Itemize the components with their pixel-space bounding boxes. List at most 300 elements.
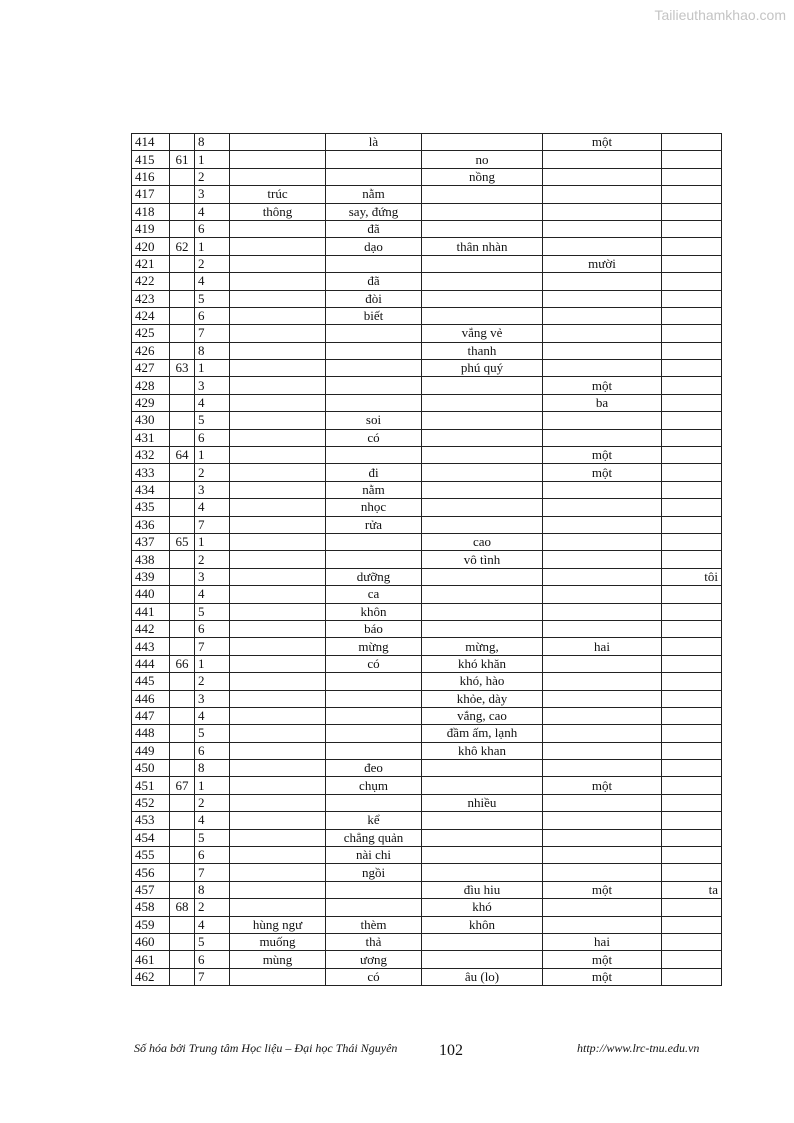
table-cell: 436 — [132, 516, 170, 533]
table-cell: ba — [543, 394, 662, 411]
table-cell: 4 — [195, 812, 230, 829]
table-cell — [543, 412, 662, 429]
table-cell: 457 — [132, 881, 170, 898]
table-row — [132, 464, 722, 481]
table-cell: có — [326, 655, 422, 672]
table-cell: 8 — [195, 760, 230, 777]
table-cell — [230, 777, 326, 794]
table-cell — [326, 447, 422, 464]
table-row — [132, 220, 722, 237]
table-cell: 450 — [132, 760, 170, 777]
table-cell: biết — [326, 307, 422, 324]
table-cell — [170, 707, 195, 724]
table-cell — [543, 481, 662, 498]
table-cell — [662, 464, 722, 481]
table-cell: ca — [326, 586, 422, 603]
table-cell — [662, 151, 722, 168]
table-cell: 4 — [195, 916, 230, 933]
table-cell — [543, 916, 662, 933]
table-cell — [230, 481, 326, 498]
table-cell — [230, 707, 326, 724]
table-cell: mùng — [230, 951, 326, 968]
table-cell — [422, 255, 543, 272]
table-cell: 8 — [195, 881, 230, 898]
table-cell — [230, 829, 326, 846]
table-cell: 2 — [195, 551, 230, 568]
table-cell — [662, 255, 722, 272]
table-row — [132, 707, 722, 724]
table-cell — [662, 533, 722, 550]
table-cell — [230, 238, 326, 255]
table-cell — [422, 777, 543, 794]
table-cell — [543, 847, 662, 864]
table-cell — [422, 620, 543, 637]
table-cell: 2 — [195, 899, 230, 916]
table-cell: có — [326, 429, 422, 446]
table-cell: nài chi — [326, 847, 422, 864]
table-cell — [170, 794, 195, 811]
table-cell — [230, 864, 326, 881]
table-cell — [230, 742, 326, 759]
table-cell: đòi — [326, 290, 422, 307]
table-cell — [662, 447, 722, 464]
table-cell: 437 — [132, 533, 170, 550]
table-cell — [662, 134, 722, 151]
table-cell: 2 — [195, 464, 230, 481]
table-cell — [326, 707, 422, 724]
table-cell: 68 — [170, 899, 195, 916]
table-cell: 3 — [195, 481, 230, 498]
table-cell: 416 — [132, 168, 170, 185]
table-cell: vắng, cao — [422, 707, 543, 724]
table-cell: báo — [326, 620, 422, 637]
table-cell: 460 — [132, 933, 170, 950]
table-cell — [170, 203, 195, 220]
table-row — [132, 203, 722, 220]
table-cell — [170, 603, 195, 620]
table-cell — [422, 481, 543, 498]
table-cell — [230, 464, 326, 481]
table-cell — [170, 255, 195, 272]
table-cell: 414 — [132, 134, 170, 151]
table-cell: 454 — [132, 829, 170, 846]
table-row — [132, 168, 722, 185]
table-cell — [543, 707, 662, 724]
table-cell: 6 — [195, 742, 230, 759]
table-cell: 455 — [132, 847, 170, 864]
table-cell: 2 — [195, 168, 230, 185]
table-cell — [230, 568, 326, 585]
table-cell — [662, 655, 722, 672]
table-cell — [170, 134, 195, 151]
table-cell — [662, 516, 722, 533]
table-cell: 417 — [132, 186, 170, 203]
table-cell — [543, 220, 662, 237]
table-cell: đầm ấm, lạnh — [422, 725, 543, 742]
table-cell: thả — [326, 933, 422, 950]
table-cell — [170, 586, 195, 603]
table-row — [132, 794, 722, 811]
table-cell: 4 — [195, 586, 230, 603]
table-cell — [422, 290, 543, 307]
table-cell — [543, 238, 662, 255]
table-cell: 447 — [132, 707, 170, 724]
table-cell — [662, 968, 722, 985]
table-row — [132, 307, 722, 324]
table-cell: ngồi — [326, 864, 422, 881]
table-cell — [422, 412, 543, 429]
table-cell: 8 — [195, 342, 230, 359]
table-cell: thông — [230, 203, 326, 220]
table-row — [132, 864, 722, 881]
table-cell — [230, 603, 326, 620]
table-cell — [543, 168, 662, 185]
table-cell: 4 — [195, 394, 230, 411]
table-cell: một — [543, 951, 662, 968]
table-cell — [543, 760, 662, 777]
table-row — [132, 673, 722, 690]
table-cell: mười — [543, 255, 662, 272]
table-cell — [230, 134, 326, 151]
table-cell: 449 — [132, 742, 170, 759]
table-cell — [170, 638, 195, 655]
table-cell — [170, 464, 195, 481]
table-cell: nhiều — [422, 794, 543, 811]
table-cell: rửa — [326, 516, 422, 533]
table-cell — [170, 742, 195, 759]
table-cell: 438 — [132, 551, 170, 568]
table-cell — [662, 220, 722, 237]
table-cell — [170, 881, 195, 898]
table-cell — [422, 847, 543, 864]
table-row — [132, 568, 722, 585]
table-row — [132, 360, 722, 377]
table-cell — [662, 933, 722, 950]
table-cell: một — [543, 464, 662, 481]
table-row — [132, 186, 722, 203]
table-cell — [326, 325, 422, 342]
table-cell: khó — [422, 899, 543, 916]
table-cell — [662, 951, 722, 968]
table-cell — [543, 864, 662, 881]
table-cell — [326, 725, 422, 742]
table-cell: 428 — [132, 377, 170, 394]
table-row — [132, 342, 722, 359]
table-row — [132, 290, 722, 307]
table-cell: 448 — [132, 725, 170, 742]
table-cell: 5 — [195, 412, 230, 429]
table-cell: thân nhàn — [422, 238, 543, 255]
table-cell — [422, 586, 543, 603]
table-cell: mừng, — [422, 638, 543, 655]
table-cell — [662, 360, 722, 377]
word-table — [131, 133, 722, 986]
table-cell — [230, 273, 326, 290]
table-row — [132, 603, 722, 620]
table-cell: 66 — [170, 655, 195, 672]
table-row — [132, 516, 722, 533]
table-cell: 6 — [195, 620, 230, 637]
table-cell — [543, 551, 662, 568]
footer-source: Số hóa bởi Trung tâm Học liệu – Đại học Thái Nguyên — [134, 1041, 398, 1055]
table-cell: đã — [326, 273, 422, 290]
table-cell: 6 — [195, 220, 230, 237]
table-cell: 2 — [195, 255, 230, 272]
table-cell: 3 — [195, 186, 230, 203]
table-cell — [422, 377, 543, 394]
table-cell — [543, 516, 662, 533]
table-cell: 67 — [170, 777, 195, 794]
table-cell — [422, 603, 543, 620]
table-cell — [326, 255, 422, 272]
table-row — [132, 586, 722, 603]
table-row — [132, 255, 722, 272]
table-cell: 459 — [132, 916, 170, 933]
table-cell — [422, 568, 543, 585]
table-cell: 1 — [195, 238, 230, 255]
table-cell: đìu hiu — [422, 881, 543, 898]
table-cell — [662, 551, 722, 568]
table-row — [132, 481, 722, 498]
table-cell: 63 — [170, 360, 195, 377]
table-cell: 8 — [195, 134, 230, 151]
table-cell: tôi — [662, 568, 722, 585]
table-cell — [230, 551, 326, 568]
table-row — [132, 499, 722, 516]
table-cell — [230, 655, 326, 672]
table-cell — [170, 968, 195, 985]
table-cell: khó khăn — [422, 655, 543, 672]
table-row — [132, 881, 722, 898]
table-cell: 7 — [195, 516, 230, 533]
table-cell: 461 — [132, 951, 170, 968]
table-cell: có — [326, 968, 422, 985]
table-cell — [662, 429, 722, 446]
table-row — [132, 447, 722, 464]
table-cell — [230, 516, 326, 533]
table-cell — [422, 499, 543, 516]
table-row — [132, 742, 722, 759]
table-cell — [170, 220, 195, 237]
table-cell — [662, 673, 722, 690]
table-cell: phú quý — [422, 360, 543, 377]
table-cell — [170, 499, 195, 516]
table-cell — [662, 899, 722, 916]
table-cell — [170, 864, 195, 881]
table-cell — [662, 603, 722, 620]
table-cell: một — [543, 447, 662, 464]
table-cell — [170, 516, 195, 533]
table-row — [132, 847, 722, 864]
table-cell — [230, 360, 326, 377]
table-cell — [662, 186, 722, 203]
table-cell — [422, 812, 543, 829]
table-cell — [326, 742, 422, 759]
table-cell — [543, 586, 662, 603]
table-row — [132, 638, 722, 655]
table-cell: 7 — [195, 638, 230, 655]
table-cell — [662, 342, 722, 359]
table-cell — [422, 829, 543, 846]
table-cell: nhọc — [326, 499, 422, 516]
table-cell — [662, 777, 722, 794]
table-row — [132, 151, 722, 168]
table-cell — [230, 760, 326, 777]
table-cell — [543, 690, 662, 707]
table-cell: 2 — [195, 673, 230, 690]
table-cell: đã — [326, 220, 422, 237]
table-cell: muống — [230, 933, 326, 950]
table-cell: 415 — [132, 151, 170, 168]
table-cell — [422, 220, 543, 237]
page-number: 102 — [439, 1042, 463, 1059]
table-cell: nồng — [422, 168, 543, 185]
table-cell — [422, 447, 543, 464]
table-cell: 6 — [195, 847, 230, 864]
table-cell: 3 — [195, 568, 230, 585]
table-cell — [230, 447, 326, 464]
table-cell — [543, 429, 662, 446]
table-cell: 427 — [132, 360, 170, 377]
table-cell — [230, 325, 326, 342]
table-cell: 6 — [195, 429, 230, 446]
table-cell — [170, 377, 195, 394]
table-cell: 3 — [195, 690, 230, 707]
table-cell — [170, 168, 195, 185]
table-cell: 1 — [195, 655, 230, 672]
table-cell: 7 — [195, 325, 230, 342]
table-cell: 435 — [132, 499, 170, 516]
table-cell: hai — [543, 638, 662, 655]
table-row — [132, 238, 722, 255]
table-cell — [170, 412, 195, 429]
table-cell — [230, 881, 326, 898]
table-row — [132, 273, 722, 290]
table-cell: 421 — [132, 255, 170, 272]
table-cell: dạo — [326, 238, 422, 255]
table-cell: 445 — [132, 673, 170, 690]
table-cell — [230, 847, 326, 864]
table-cell — [543, 290, 662, 307]
table-cell — [230, 794, 326, 811]
table-cell: 423 — [132, 290, 170, 307]
table-cell — [422, 273, 543, 290]
table-cell — [170, 951, 195, 968]
table-row — [132, 725, 722, 742]
table-cell: khỏe, dày — [422, 690, 543, 707]
table-row — [132, 899, 722, 916]
table-cell — [326, 360, 422, 377]
table-cell: 1 — [195, 360, 230, 377]
table-cell: 425 — [132, 325, 170, 342]
table-cell — [170, 829, 195, 846]
table-cell — [543, 533, 662, 550]
table-cell: mừng — [326, 638, 422, 655]
table-cell — [662, 499, 722, 516]
table-cell — [543, 603, 662, 620]
table-cell — [543, 899, 662, 916]
table-cell — [422, 760, 543, 777]
table-cell: 4 — [195, 203, 230, 220]
table-cell: đeo — [326, 760, 422, 777]
table-cell: vắng vẻ — [422, 325, 543, 342]
table-cell: 453 — [132, 812, 170, 829]
table-cell: 5 — [195, 829, 230, 846]
table-cell — [662, 238, 722, 255]
table-row — [132, 394, 722, 411]
table-cell: 442 — [132, 620, 170, 637]
table-cell — [230, 168, 326, 185]
table-cell: kể — [326, 812, 422, 829]
table-row — [132, 916, 722, 933]
table-cell: chẳng quản — [326, 829, 422, 846]
table-cell: 429 — [132, 394, 170, 411]
table-cell — [662, 586, 722, 603]
table-cell: 1 — [195, 151, 230, 168]
table-cell — [662, 742, 722, 759]
table-cell: 1 — [195, 447, 230, 464]
table-row — [132, 812, 722, 829]
table-row — [132, 533, 722, 550]
table-cell: 5 — [195, 603, 230, 620]
table-cell: 462 — [132, 968, 170, 985]
table-cell — [326, 168, 422, 185]
table-cell — [170, 568, 195, 585]
table-cell: 446 — [132, 690, 170, 707]
table-cell: 6 — [195, 951, 230, 968]
table-cell: khôn — [422, 916, 543, 933]
table-cell — [543, 794, 662, 811]
table-cell — [230, 586, 326, 603]
table-cell — [662, 916, 722, 933]
table-cell: 433 — [132, 464, 170, 481]
table-cell — [230, 412, 326, 429]
table-cell: soi — [326, 412, 422, 429]
table-cell — [230, 307, 326, 324]
table-cell — [543, 829, 662, 846]
table-cell — [170, 812, 195, 829]
table-cell: là — [326, 134, 422, 151]
table-cell — [230, 151, 326, 168]
table-cell — [662, 690, 722, 707]
table-cell — [230, 968, 326, 985]
table-cell: 452 — [132, 794, 170, 811]
table-row — [132, 551, 722, 568]
table-cell: một — [543, 881, 662, 898]
table-cell — [543, 203, 662, 220]
table-cell — [543, 655, 662, 672]
table-cell — [543, 812, 662, 829]
table-cell — [170, 725, 195, 742]
table-cell — [662, 760, 722, 777]
table-cell — [662, 725, 722, 742]
table-cell — [230, 377, 326, 394]
table-row — [132, 377, 722, 394]
table-cell — [326, 690, 422, 707]
table-cell — [662, 394, 722, 411]
table-cell: 4 — [195, 273, 230, 290]
table-cell: dưỡng — [326, 568, 422, 585]
table-row — [132, 325, 722, 342]
table-cell — [422, 951, 543, 968]
table-row — [132, 429, 722, 446]
table-cell — [662, 168, 722, 185]
table-cell: 431 — [132, 429, 170, 446]
table-cell — [662, 847, 722, 864]
table-cell: 5 — [195, 290, 230, 307]
table-cell: nằm — [326, 186, 422, 203]
table-cell — [230, 290, 326, 307]
